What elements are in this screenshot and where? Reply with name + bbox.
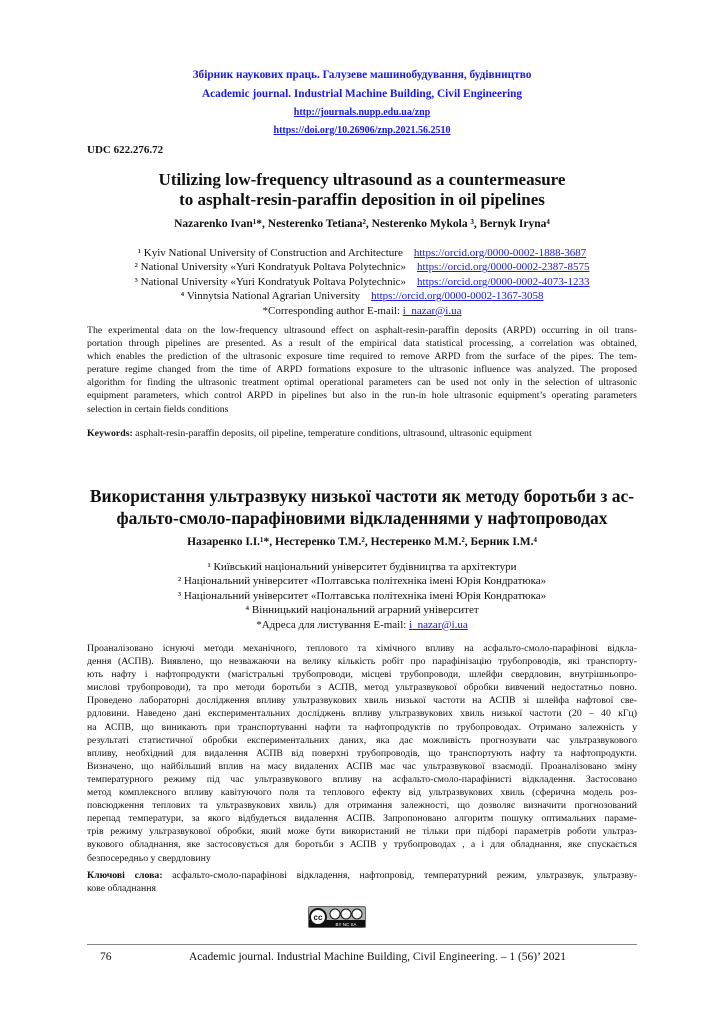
email-link[interactable]: i_nazar@i.ua: [409, 618, 468, 631]
abstract-line: вукового обладнання, яке застосовується для боротьби з АСПВ у трубопроводах , а і для обладнання, яке спускається: [87, 839, 637, 851]
email-link[interactable]: i_nazar@i.ua: [402, 304, 462, 317]
abstract-line: перепад температури, за якого відбудеться видалення АСПВ. Запропоновано алгоритм пошуку оптимальних параме-: [87, 813, 637, 825]
abstract-line: selection in certain fields conditions: [87, 403, 229, 415]
affiliation: ² Національний університет «Полтавська політехніка імені Юрія Кондратюка»: [177, 575, 547, 588]
corresponding-author: *Corresponding author E-mail: i_nazar@i.ua: [262, 304, 462, 317]
abstract-line: perature regime changed from the time of ARPD formations exposure to the ultrasonic influence was analyzed. The proposed: [87, 364, 637, 376]
journal-title-ua: Збірник наукових праць. Галузеве машинобудування, будівництво: [192, 69, 532, 81]
abstract-line: повсюдження теплових та ультразвукових хвиль) для отримання залежності, що дозволяє визначити прогнозований: [87, 800, 637, 812]
footer-divider: [87, 944, 637, 945]
footer-journal: Academic journal. Industrial Machine Building, Civil Engineering. – 1 (56)’ 2021: [189, 951, 566, 963]
abstract-line: Визначено, що найбільший вплив на масу видалених АСПВ має час ультразвукової взаємодії. Проаналізовано зміну: [87, 760, 637, 772]
ua-authors: Назаренко І.І.¹*, Нестеренко Т.М.², Нестеренко М.М.², Берник І.М.⁴: [187, 536, 537, 548]
en-title: [0, 170, 724, 210]
abstract-line: which enables the prediction of the ultrasonic exposure time required to remove ARPD from the surface of the pipes. The tem-: [87, 351, 637, 363]
affiliation: ³ National University «Yuri Kondratyuk Poltava Polytechnic» https://orcid.org/0000-0002-4073-1233: [134, 275, 590, 288]
abstract-line: трів режиму ультразвукової обробки, який може бути використаний не тільки при підборі параметрів роботи ультраз-: [87, 826, 637, 838]
orcid-link[interactable]: https://orcid.org/0000-0002-1888-3687: [413, 247, 587, 259]
abstract-line: безпосередньо у свердловину: [87, 852, 211, 864]
en-abstract: [87, 324, 637, 416]
affiliation: ⁴ Vinnytsia National Agrarian University https://orcid.org/0000-0002-1367-3058: [180, 290, 544, 303]
svg-text:BY NC SA: BY NC SA: [335, 922, 357, 927]
abstract-line: ють нафту і нафтопродукти (магістральні трубопроводи, місцеві трубопроводи, шлейфи свердловин, внутрішньопро-: [87, 669, 637, 681]
orcid-link[interactable]: https://orcid.org/0000-0002-4073-1233: [417, 275, 590, 288]
title-line: Utilizing low-frequency ultrasound as a countermeasure: [158, 170, 566, 189]
en-affiliations: [0, 246, 724, 318]
abstract-line: equipment parameters, which control ARPD in pipelines but also in the run-in hole ultrasonic equipment’s operating parameters: [87, 390, 637, 402]
affiliation: ⁴ Вінницький національний аграрний університет: [245, 604, 479, 617]
affiliation: ³ Національний університет «Полтавська політехніка імені Юрія Кондратюка»: [177, 589, 547, 602]
corresponding-author: *Адреса для листування E-mail: i_nazar@i.ua: [256, 618, 468, 631]
keywords-label: Ключові слова:: [87, 870, 163, 881]
cc-license-badge[interactable]: [308, 906, 366, 928]
ua-abstract: [87, 642, 637, 865]
affiliation: ¹ Kyiv National University of Construction and Architecture https://orcid.org/0000-0002-1888-3687: [137, 247, 587, 259]
ua-title: [0, 485, 724, 529]
title-line: to asphalt-resin-paraffin deposition in oil pipelines: [179, 190, 545, 209]
abstract-line: рдловини. Наведено дані експериментальних досліджень впливу ультразвукових хвиль низької частоти (20 – 40 кГц): [87, 708, 637, 720]
keywords-text: асфальто-смоло-парафінові відкладення, нафтопровід, температурний режим, ультразвук, ультразву-: [162, 870, 637, 881]
orcid-link[interactable]: https://orcid.org/0000-0002-1367-3058: [371, 290, 544, 303]
abstract-line: Проаналізовано існуючі методи механічного, теплового та хімічного впливу на асфальто-смоло-парафінові відкла-: [87, 643, 637, 654]
affiliation: ¹ Київський національний університет будівництва та архітектури: [207, 561, 517, 573]
title-line: Використання ультразвуку низької частоти як методу боротьби з ас-: [89, 486, 635, 506]
abstract-line: Проведено лабораторні дослідження впливу ультразвукових хвиль низької частоти на АСПВ зі шлейфа нафтової све-: [87, 695, 637, 707]
keywords-text: кове обладнання: [87, 883, 156, 895]
keywords-text: asphalt-resin-paraffin deposits, oil pipeline, temperature conditions, ultrasound, ultrasonic equipment: [132, 428, 532, 439]
abstract-line: The experimental data on the low-frequency ultrasound effect on asphalt-resin-paraffin deposits (ARPD) occurring in oil trans-: [87, 325, 637, 336]
abstract-line: метод комплексного впливу кавітуючого поля та теплового ефекту від ультразвукових хвиль (сферична модель роз-: [87, 787, 637, 799]
page-number: 76: [100, 951, 112, 963]
en-authors: Nazarenko Ivan¹*, Nesterenko Tetiana², Nesterenko Mykola ³, Bernyk Iryna⁴: [174, 218, 550, 230]
ua-keywords: [87, 869, 637, 895]
abstract-line: впливу, необхідний для видалення АСПВ від поверхні трубопроводів, що транспортують нафту та нафтопродукти.: [87, 747, 637, 759]
affiliation: ² National University «Yuri Kondratyuk Poltava Polytechnic» https://orcid.org/0000-0002-2387-8575: [134, 261, 590, 274]
journal-header: [0, 66, 724, 140]
title-line: фальто-смоло-парафіновими відкладеннями у нафтопроводах: [116, 508, 608, 528]
abstract-line: температурного режиму під час ультразвукового впливу на асфальто-смоло-парафінисті відкладення. Застосовано: [87, 773, 637, 785]
udc-code: UDC 622.276.72: [87, 144, 164, 156]
abstract-line: мислові трубопроводи), та про методи боротьби з АСПВ, метод ультразвукової обробки вивчений недостатньо повно.: [87, 682, 637, 694]
en-keywords: [87, 427, 637, 441]
journal-title-en: Academic journal. Industrial Machine Building, Civil Engineering: [201, 87, 523, 100]
abstract-line: на АСПВ, що виникають при транспортуванні нафти та нафтопродуктів по трубопроводах. Отримано залежність у: [87, 721, 637, 733]
doi-link[interactable]: https://doi.org/10.26906/znp.2021.56.2510: [273, 124, 451, 136]
journal-url-link[interactable]: http://journals.nupp.edu.ua/znp: [293, 107, 431, 118]
abstract-line: portation through pipelines are presented. As a result of the empirical data statistical processing, a correlation was obtained,: [87, 338, 637, 350]
abstract-line: algorithm for finding the ultrasonic treatment optimal operational parameters can be used not only in the selection of ultrasonic: [87, 377, 637, 389]
cc-by-nc-sa-icon: [309, 907, 365, 927]
orcid-link[interactable]: https://orcid.org/0000-0002-2387-8575: [417, 261, 590, 274]
svg-text:cc: cc: [313, 913, 323, 922]
abstract-line: дення (АСПВ). Виявлено, що незважаючи на велику кількість робіт про парафінізацію трубопроводів, які транспорту-: [87, 656, 637, 668]
abstract-line: результаті статистичної обробки експериментальних даних, яка дає можливість прогнозувати час ультразвукового: [87, 734, 637, 746]
ua-affiliations: [0, 560, 724, 632]
keywords-label: Keywords:: [87, 428, 133, 439]
